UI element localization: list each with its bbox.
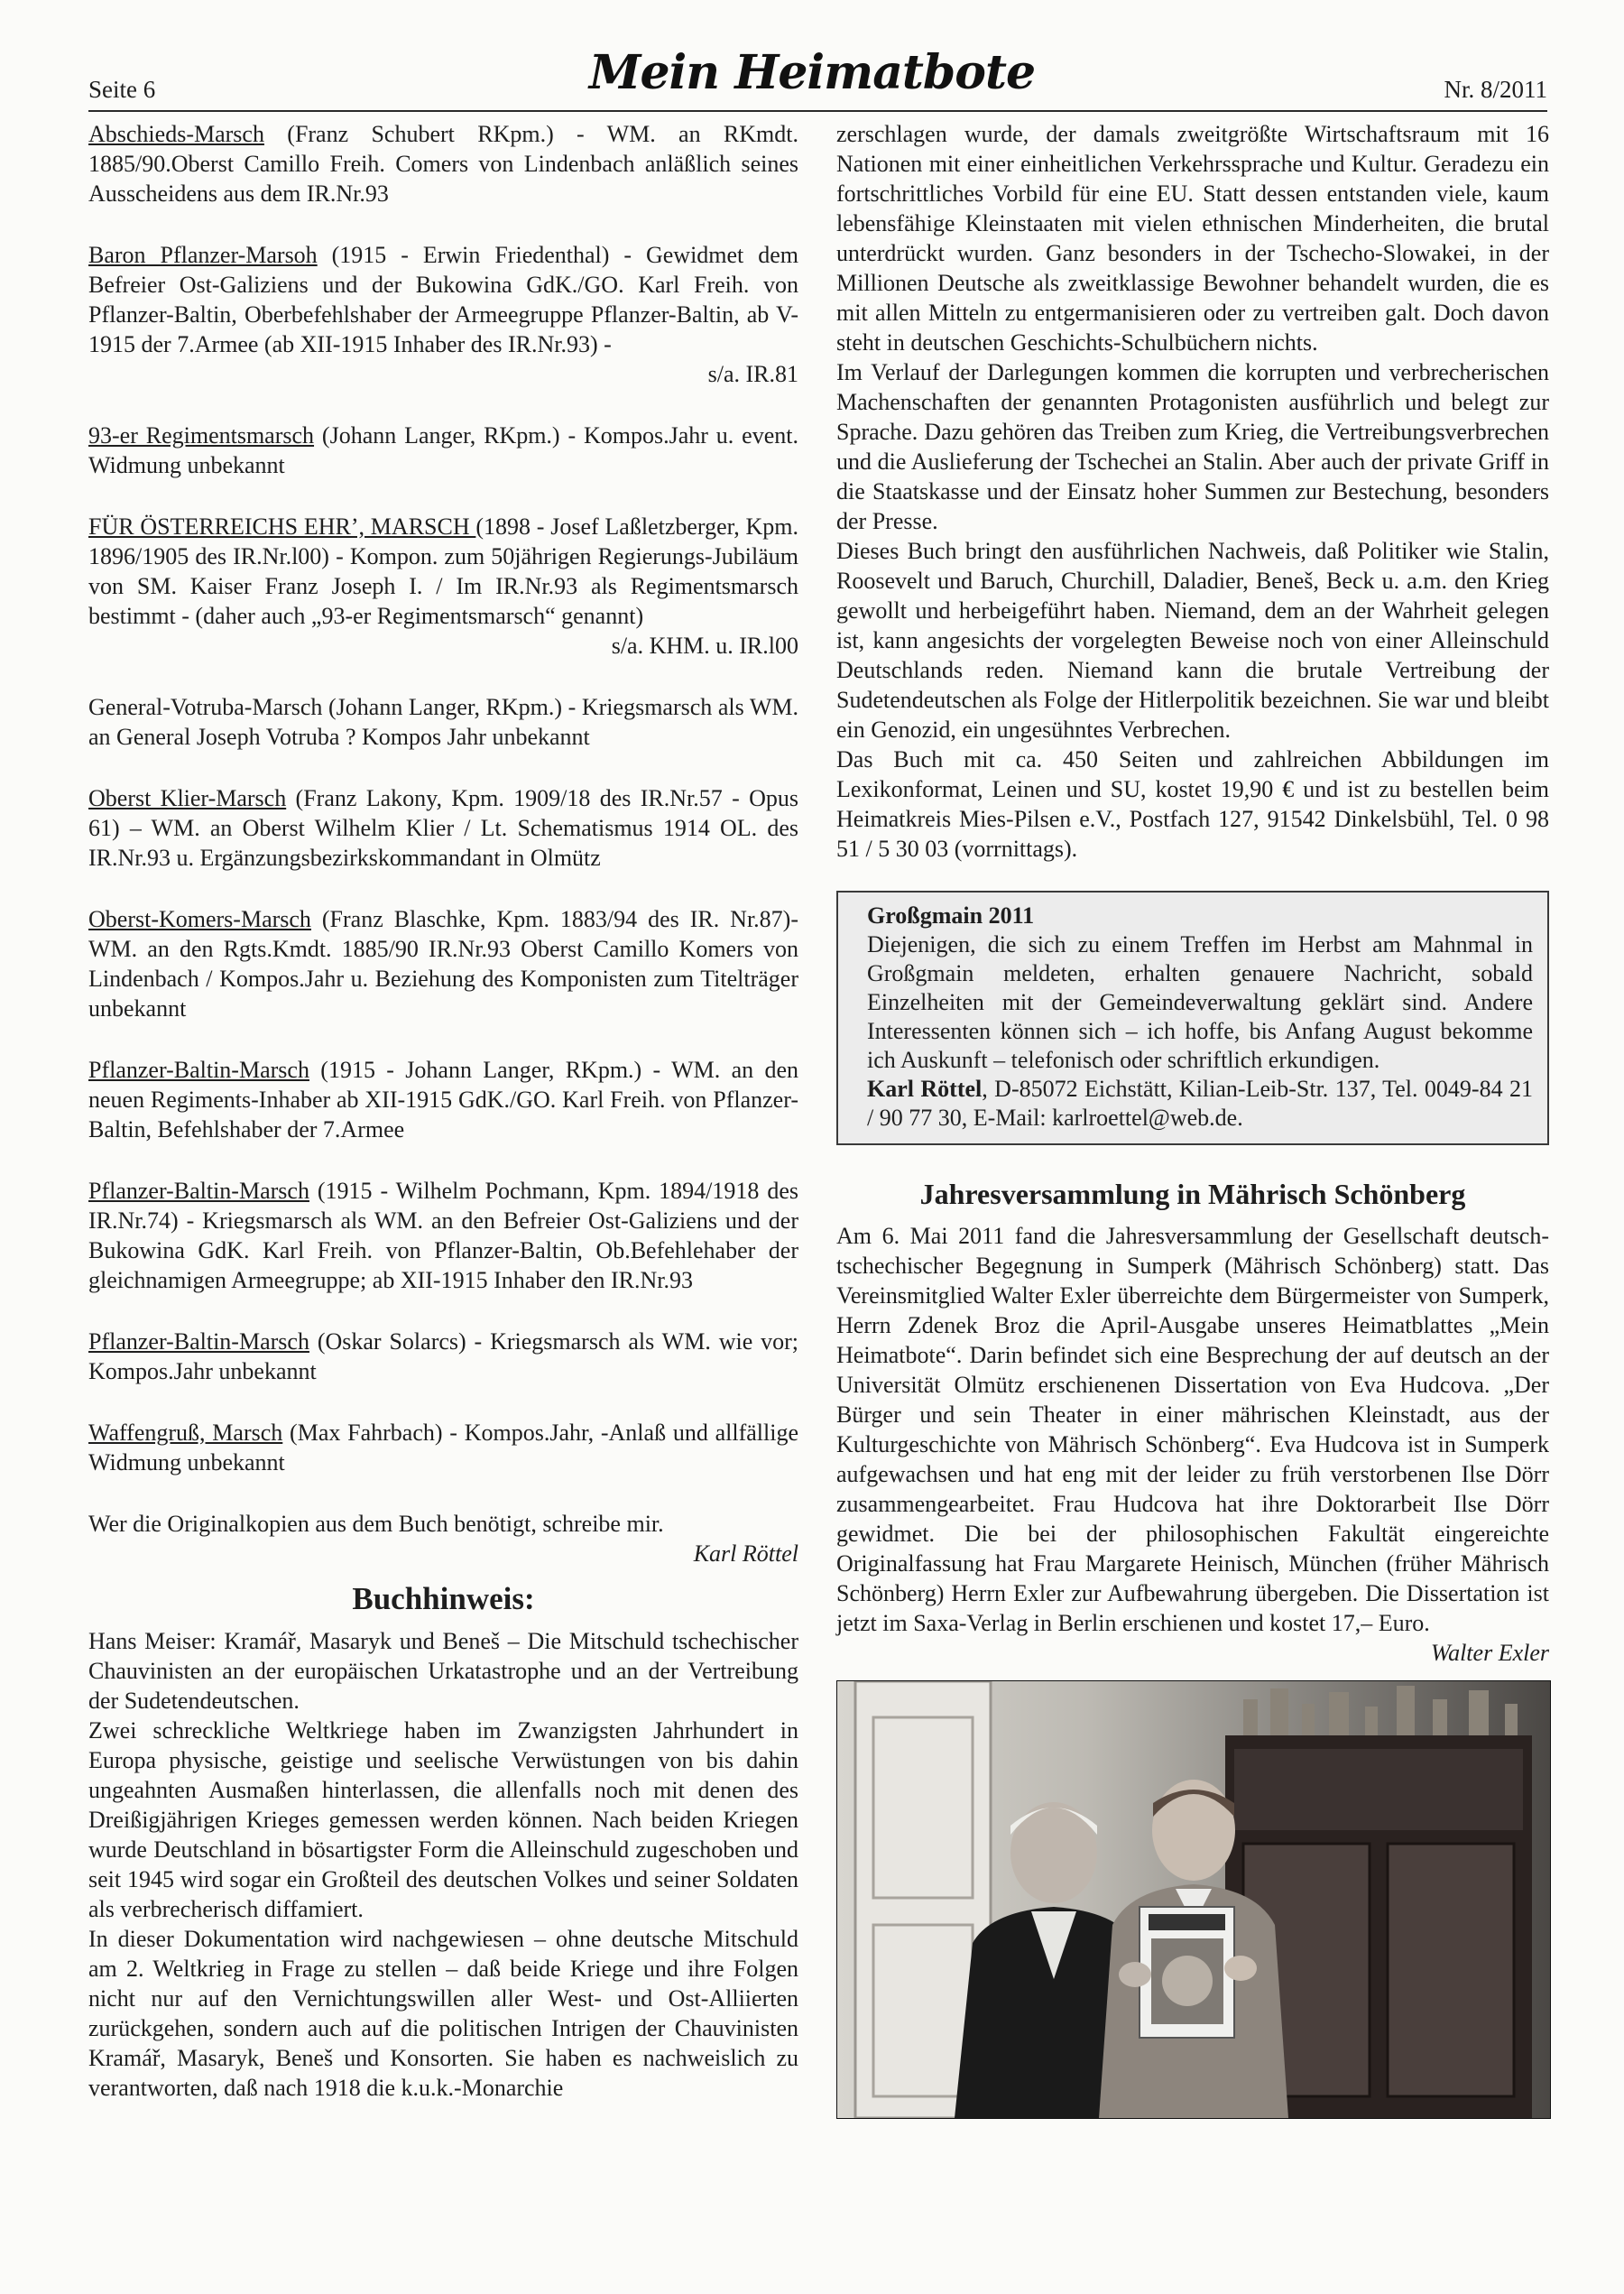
photo-illustration xyxy=(837,1681,1550,2118)
march-title: FÜR ÖSTERREICHS EHR’, MARSCH xyxy=(88,513,476,540)
march-title: Abschieds-Marsch xyxy=(88,121,264,147)
march-title: 93-er Regimentsmarsch xyxy=(88,422,315,449)
left-column xyxy=(88,119,798,2103)
jahresversammlung-author: Walter Exler xyxy=(1430,1640,1549,1666)
march-entry xyxy=(88,512,798,661)
march-entry xyxy=(88,1327,798,1386)
jahresversammlung-title: Jahresversammlung in Mährisch Schönberg xyxy=(919,1178,1466,1210)
jahresversammlung-body: Am 6. Mai 2011 fand die Jahresversammlung der Gesellschaft deutsch-tschechischer Begegnung in Sumperk (Mährisch Schönberg) statt. Das Vereinsmitglied Walter Exler überreichte dem Bürgermeister von Sumperk, Herrn Zdenek Broz die April-Ausgabe unseres Heimatblattes „Mein Heimatbote“. Darin befindet sich eine Besprechung der auf deutsch an der Universität Olmütz erschienenen Dissertation von Eva Hudcova. „Der Bürger und sein Theater in einer mährischen Kleinstadt, aus der Kulturgeschichte von Mährisch Schönberg“. Eva Hudcova ist in Sumperk aufgewachsen und hat eng mit der leider zu früh verstorbenen Ilse Dörr zusammengearbeitet. Frau Hudcova hat ihre Doktorarbeit Ilse Dörr gewidmet. Die bei der philosophischen Fakultät eingereichte Originalfassung hat Frau Margarete Heinisch, München (früher Mährisch Schönberg) Herrn Exler zur Aufbewahrung übergeben. Die Dissertation ist jetzt im Saxa-Verlag in Berlin erschienen und kostet 17,– Euro. xyxy=(836,1223,1549,1636)
march-title: Oberst-Komers-Marsch xyxy=(88,906,311,932)
book-paragraph-cont: Im Verlauf der Darlegungen kommen die korrupten und verbrecherischen Machenschaften der genannten Protagonisten ausführlich und belegt zur Sprache. Dazu gehören das Treiben zum Krieg, die Vertreibungsverbrechen und die Auslieferung der Tschechei an Stalin. Aber auch der private Griff in die Staatskasse und der Einsatz hoher Summen zur Bestechung, besonders der Presse. xyxy=(836,359,1549,534)
march-description: (Franz Lakony, Kpm. 1909/18 des IR.Nr.57 - Opus 61) – WM. an Oberst Wilhelm Klier / Lt. Schematismus 1914 OL. des IR.Nr.93 u. Ergänzungsbezirkskommandant in Olmütz xyxy=(88,785,798,871)
march-entry xyxy=(88,1418,798,1477)
buchhinweis-title: Buchhinweis: xyxy=(352,1581,535,1616)
marches-list xyxy=(88,119,798,1477)
march-entry xyxy=(88,421,798,480)
march-description: (1898 - Josef Laßletzberger, Kpm. 1896/1905 des IR.Nr.l00) - Kompon. zum 50jährigen Regierungs-Jubiläum von SM. Kaiser Franz Joseph I. / Im IR.Nr.93 als Regimentsmarsch bestimmt - (daher auch „93-er Regimentsmarsch“ genannt) xyxy=(88,513,798,629)
march-description: (Oskar Solarcs) - Kriegsmarsch als WM. wie vor; Kompos.Jahr unbekannt xyxy=(88,1328,798,1384)
march-description: (Franz Blaschke, Kpm. 1883/94 des IR. Nr.87)- WM. an den Rgts.Kmdt. 1885/90 IR.Nr.93 Oberst Camillo Komers von Lindenbach / Kompos.Jahr u. Beziehung des Komponisten zum Titelträger unbekannt xyxy=(88,906,798,1022)
march-description: (1915 - Wilhelm Pochmann, Kpm. 1894/1918 des IR.Nr.74) - Kriegsmarsch als WM. an den Befreier Ost-Galiziens und der Bukowina GdK. Karl Freih. von Pflanzer-Baltin, Ob.Befehlehaber der gleichnamigen Armeegruppe; ab XII-1915 Inhaber den IR.Nr.93 xyxy=(88,1178,798,1293)
book-paragraph: Hans Meiser: Kramář, Masaryk und Beneš – Die Mitschuld tschechischer Chauvinisten an der europäischen Urkatastrophe und an der Vertreibung der Sudetendeutschen. xyxy=(88,1628,798,1714)
book-paragraph: Zwei schreckliche Weltkriege haben im Zwanzigsten Jahrhundert in Europa physische, geistige und seelische Verwüstungen von bis dahin ungeahnten Ausmaßen hinterlassen, die allenfalls noch mit denen des Dreißigjährigen Krieges gemessen werden können. Nach beiden Kriegen wurde Deutschland in bösartigster Form die Alleinschuld zugeschoben und seit 1945 wird sogar ein Großteil des deutschen Volkes und seiner Soldaten als verbrecherisch diffamiert. xyxy=(88,1717,798,1922)
march-description: General-Votruba-Marsch (Johann Langer, RKpm.) - Kriegsmarsch als WM. an General Joseph Votruba ? Kompos Jahr unbekannt xyxy=(88,694,798,750)
march-title: Waffengruß, Marsch xyxy=(88,1420,283,1446)
march-description: (Johann Langer, RKpm.) - Kompos.Jahr u. event. Widmung unbekannt xyxy=(88,422,798,478)
meeting-photo xyxy=(836,1680,1551,2119)
grossgmain-title: Großgmain 2011 xyxy=(867,902,1035,929)
grossgmain-body: Diejenigen, die sich zu einem Treffen im Herbst am Mahnmal in Großgmain meldeten, erhalten genauere Nachricht, sobald Einzelheiten mit der Gemeindeverwaltung geklärt sind. Andere Interessenten können sich – ich hoffe, bis Anfang August bekomme ich Auskunft – telefonisch oder schriftlich erkundigen. xyxy=(867,931,1533,1073)
book-paragraph-cont: Dieses Buch bringt den ausführlichen Nachweis, daß Politiker wie Stalin, Roosevelt und Baruch, Churchill, Daladier, Beneš, Beck u. a.m. den Krieg gewollt und herbeigeführt haben. Niemand, dem an der Wahrheit gelegen ist, kann angesichts der vorgelegten Beweise noch von einer Alleinschuld Deutschlands reden. Niemand kann die brutale Vertreibung der Sudetendeutschen als Folge der Hitlerpolitik bezeichnen. Sie war und bleibt ein Genozid, ein ungesühntes Verbrechen. xyxy=(836,538,1549,743)
grossgmain-contact-name: Karl Röttel xyxy=(867,1076,983,1102)
march-description: (1915 - Erwin Friedenthal) - Gewidmet dem Befreier Ost-Galiziens und der Bukowina GdK./GO. Karl Freih. von Pflanzer-Baltin, Oberbefehlshaber der Armeegruppe Pflanzer-Baltin, ab V-1915 der 7.Armee (ab XII-1915 Inhaber des IR.Nr.93) - xyxy=(88,242,798,357)
march-description: (1915 - Johann Langer, RKpm.) - WM. an den neuen Regiments-Inhaber ab XII-1915 GdK./GO. Karl Freih. von Pflanzer-Baltin, Befehlshaber der 7.Armee xyxy=(88,1057,798,1142)
header-rule xyxy=(88,110,1547,112)
masthead: Mein Heimatbote xyxy=(588,45,1036,100)
march-entry xyxy=(88,692,798,752)
book-paragraph-cont: zerschlagen wurde, der damals zweitgrößte Wirtschaftsraum mit 16 Nationen mit einer einheitlichen Verkehrssprache und Kultur. Geradezu ein fortschrittliches Vorbild für eine EU. Statt dessen entstanden viele, kaum lebensfähige Kleinstaaten mit vielen ethnischen Minderheiten, die brutal unterdrückt wurden. Ganz besonders in der Tschecho-Slowakei, in der Millionen Deutsche als zweitklassige Bewohner behandelt wurden, die es mit allen Mitteln zu entgermanisieren oder zu vertreiben galt. Doch davon steht in deutschen Geschichts-Schulbüchern nichts. xyxy=(836,121,1549,356)
march-title: Pflanzer-Baltin-Marsch xyxy=(88,1328,309,1355)
book-paragraph-cont: Das Buch mit ca. 450 Seiten und zahlreichen Abbildungen im Lexikonformat, Leinen und SU, kostet 19,90 € und ist zu bestellen beim Heimatkreis Mies-Pilsen e.V., Postfach 127, 91542 Dinkelsbühl, Tel. 0 98 51 / 5 30 03 (vorrnittags). xyxy=(836,746,1549,862)
grossgmain-contact-details: , D-85072 Eichstätt, Kilian-Leib-Str. 137, Tel. 0049-84 21 / 90 77 30, E-Mail: karlroettel@web.de. xyxy=(867,1076,1533,1131)
closing-note: Wer die Originalkopien aus dem Buch benötigt, schreibe mir. xyxy=(88,1511,664,1537)
march-entry xyxy=(88,240,798,389)
march-reference: s/a. IR.81 xyxy=(707,361,798,387)
march-title: Pflanzer-Baltin-Marsch xyxy=(88,1057,309,1083)
grossgmain-box xyxy=(836,891,1549,1145)
march-description: (Max Fahrbach) - Kompos.Jahr, -Anlaß und allfällige Widmung unbekannt xyxy=(88,1420,798,1475)
march-entry xyxy=(88,783,798,873)
march-title: Oberst Klier-Marsch xyxy=(88,785,287,811)
march-description: (Franz Schubert RKpm.) - WM. an RKmdt. 1885/90.Oberst Camillo Freih. Comers von Lindenbach anläßlich seines Ausscheidens aus dem IR.Nr.93 xyxy=(88,121,798,207)
closing-author: Karl Röttel xyxy=(693,1540,798,1567)
issue-number: Nr. 8/2011 xyxy=(1444,76,1547,103)
page-number: Seite 6 xyxy=(88,76,156,103)
march-entry xyxy=(88,1176,798,1295)
book-paragraph: In dieser Dokumentation wird nachgewiesen – ohne deutsche Mitschuld am 2. Weltkrieg in Frage zu stellen – daß beide Kriege und ihre Folgen nicht nur auf den Vernichtungswillen aller West- und Ost-Alliierten zurückgehen, sondern auch auf die politischen Intrigen der Chauvinisten Kramář, Masaryk, Beneš und Konsorten. Sie haben es nachweislich zu verantworten, daß nach 1918 die k.u.k.-Monarchie xyxy=(88,1926,798,2101)
march-entry xyxy=(88,1055,798,1144)
march-entry xyxy=(88,904,798,1023)
march-reference: s/a. KHM. u. IR.l00 xyxy=(611,633,798,659)
march-title: Pflanzer-Baltin-Marsch xyxy=(88,1178,309,1204)
march-entry xyxy=(88,119,798,208)
right-column xyxy=(836,119,1549,2119)
march-title: Baron Pflanzer-Marsoh xyxy=(88,242,318,268)
